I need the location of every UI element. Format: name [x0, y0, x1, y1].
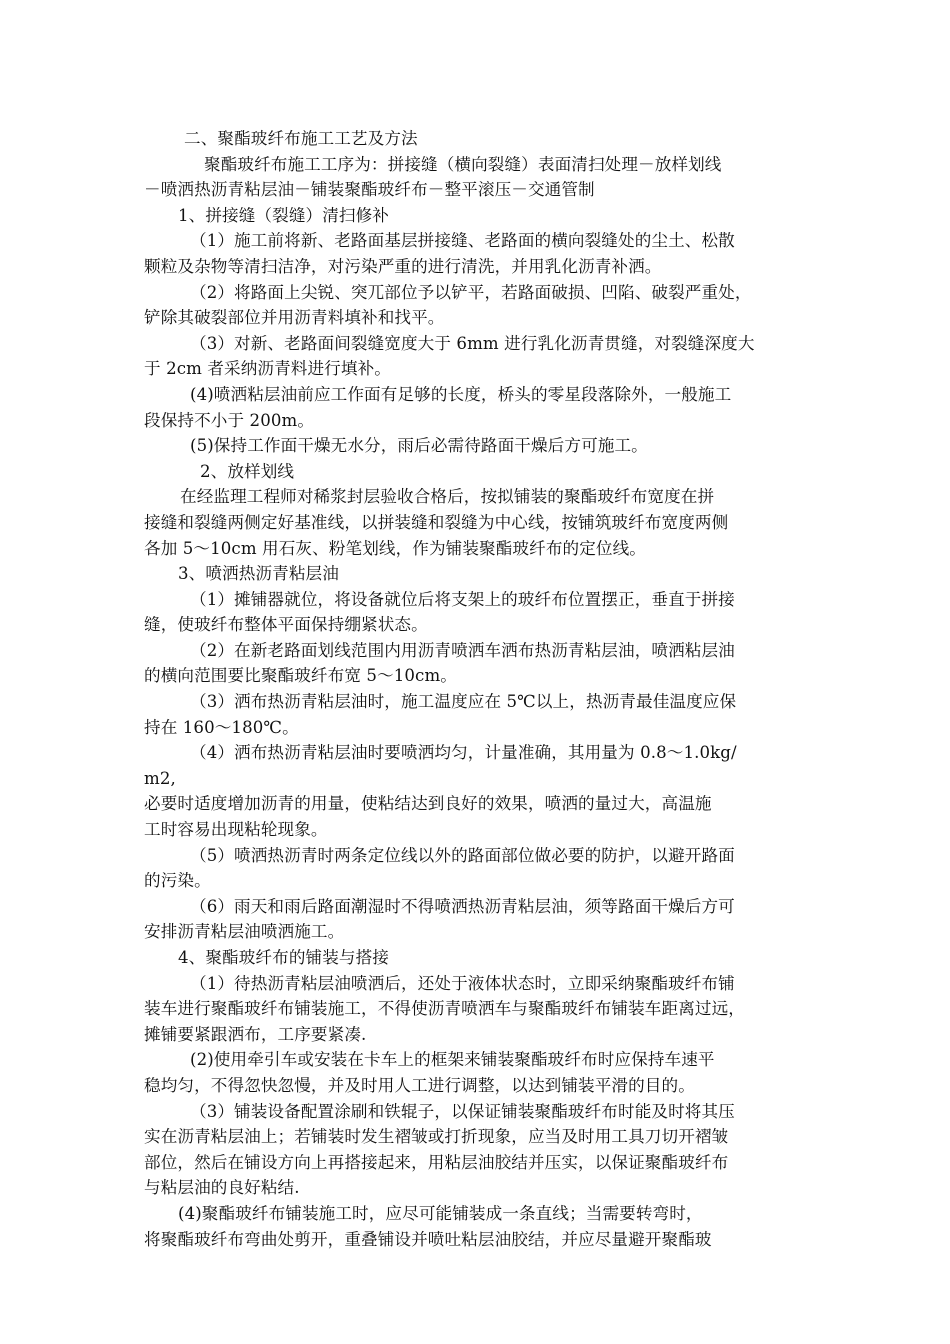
subsection-heading: 4、聚酯玻纤布的铺装与搭接	[178, 948, 389, 967]
paragraph-line: 铲除其破裂部位并用沥青料填补和找平。	[144, 308, 445, 328]
paragraph-line: 安排沥青粘层油喷洒施工。	[144, 922, 345, 942]
paragraph-line: 工时容易出现粘轮现象。	[144, 820, 328, 840]
paragraph-line: （4）洒布热沥青粘层油时要喷洒均匀，计量准确，其用量为 0.8～1.0kg/	[190, 743, 737, 763]
paragraph-line: 实在沥青粘层油上；若铺装时发生褶皱或打折现象，应当及时用工具刀切开褶皱	[144, 1127, 729, 1147]
paragraph-line: 部位，然后在铺设方向上再搭接起来，用粘层油胶结并压实，以保证聚酯玻纤布	[144, 1152, 729, 1172]
paragraph-line: （3）对新、老路面间裂缝宽度大于 6mm 进行乳化沥青贯缝，对裂缝深度大	[190, 333, 755, 353]
subsection-heading: 2、放样划线	[200, 461, 295, 481]
paragraph-line: 各加 5～10cm 用石灰、粉笔划线，作为铺装聚酯玻纤布的定位线。	[144, 538, 646, 558]
paragraph-line: 稳均匀，不得忽快忽慢，并及时用人工进行调整，以达到铺装平滑的目的。	[144, 1075, 695, 1095]
paragraph-line: 段保持不小于 200m。	[144, 410, 315, 430]
paragraph-line: －喷洒热沥青粘层油－铺装聚酯玻纤布－整平滚压－交通管制	[144, 180, 595, 200]
paragraph-line: 与粘层油的良好粘结.	[144, 1178, 300, 1198]
paragraph-line: 于 2cm 者采纳沥青料进行填补。	[144, 359, 391, 379]
paragraph-line: (4)聚酯玻纤布铺装施工时，应尽可能铺装成一条直线；当需要转弯时，	[178, 1203, 703, 1223]
paragraph-line: (5)保持工作面干燥无水分，雨后必需待路面干燥后方可施工。	[190, 436, 648, 456]
paragraph-line: 摊铺要紧跟洒布，工序要紧凑.	[144, 1024, 367, 1044]
paragraph-line: 装车进行聚酯玻纤布铺装施工，不得使沥青喷洒车与聚酯玻纤布铺装车距离过远，	[144, 999, 745, 1019]
paragraph-line: 的污染。	[144, 871, 211, 891]
paragraph-line: 颗粒及杂物等清扫洁净，对污染严重的进行清洗，并用乳化沥青补洒。	[144, 256, 662, 276]
paragraph-line: 持在 160～180℃。	[144, 717, 299, 737]
paragraph-line: （2）将路面上尖锐、突兀部位予以铲平，若路面破损、凹陷、破裂严重处，	[190, 282, 752, 302]
subsection-heading: 3、喷洒热沥青粘层油	[178, 564, 339, 584]
paragraph-line: (2)使用牵引车或安装在卡车上的框架来铺装聚酯玻纤布时应保持车速平	[190, 1050, 715, 1070]
paragraph-line: （1）待热沥青粘层油喷洒后，还处于液体状态时，立即采纳聚酯玻纤布铺	[190, 973, 735, 993]
paragraph-line: （2）在新老路面划线范围内用沥青喷洒车洒布热沥青粘层油，喷洒粘层油	[190, 640, 735, 660]
paragraph-line: 聚酯玻纤布施工工序为：拼接缝（横向裂缝）表面清扫处理－放样划线	[204, 154, 722, 174]
paragraph-line: 缝，使玻纤布整体平面保持绷紧状态。	[144, 615, 428, 635]
paragraph-line: 接缝和裂缝两侧定好基准线，以拼装缝和裂缝为中心线，按铺筑玻纤布宽度两侧	[144, 512, 729, 532]
paragraph-line: m2,	[144, 768, 176, 788]
paragraph-line: （1）摊铺器就位，将设备就位后将支架上的玻纤布位置摆正，垂直于拼接	[190, 589, 735, 609]
paragraph-line: （1）施工前将新、老路面基层拼接缝、老路面的横向裂缝处的尘土、松散	[190, 231, 735, 251]
paragraph-line: 将聚酯玻纤布弯曲处剪开，重叠铺设并喷吐粘层油胶结，并应尽量避开聚酯玻	[144, 1229, 712, 1249]
paragraph-line: 在经监理工程师对稀浆封层验收合格后，按拟铺装的聚酯玻纤布宽度在拼	[180, 487, 715, 507]
paragraph-line: (4)喷洒粘层油前应工作面有足够的长度，桥头的零星段落除外，一般施工	[190, 384, 732, 404]
paragraph-line: （3）铺装设备配置涂刷和铁辊子，以保证铺装聚酯玻纤布时能及时将其压	[190, 1101, 735, 1121]
paragraph-line: 必要时适度增加沥青的用量，使粘结达到良好的效果，喷洒的量过大，高温施	[144, 794, 712, 814]
subsection-heading: 1、拼接缝（裂缝）清扫修补	[178, 205, 389, 225]
paragraph-line: （5）喷洒热沥青时两条定位线以外的路面部位做必要的防护，以避开路面	[190, 845, 735, 865]
paragraph-line: 的横向范围要比聚酯玻纤布宽 5～10cm。	[144, 666, 457, 686]
paragraph-line: （3）洒布热沥青粘层油时，施工温度应在 5℃以上，热沥青最佳温度应保	[190, 692, 737, 712]
document-page	[144, 126, 820, 1252]
section-heading: 二、聚酯玻纤布施工工艺及方法	[184, 129, 418, 148]
paragraph-line: （6）雨天和雨后路面潮湿时不得喷洒热沥青粘层油，须等路面干燥后方可	[190, 896, 735, 916]
